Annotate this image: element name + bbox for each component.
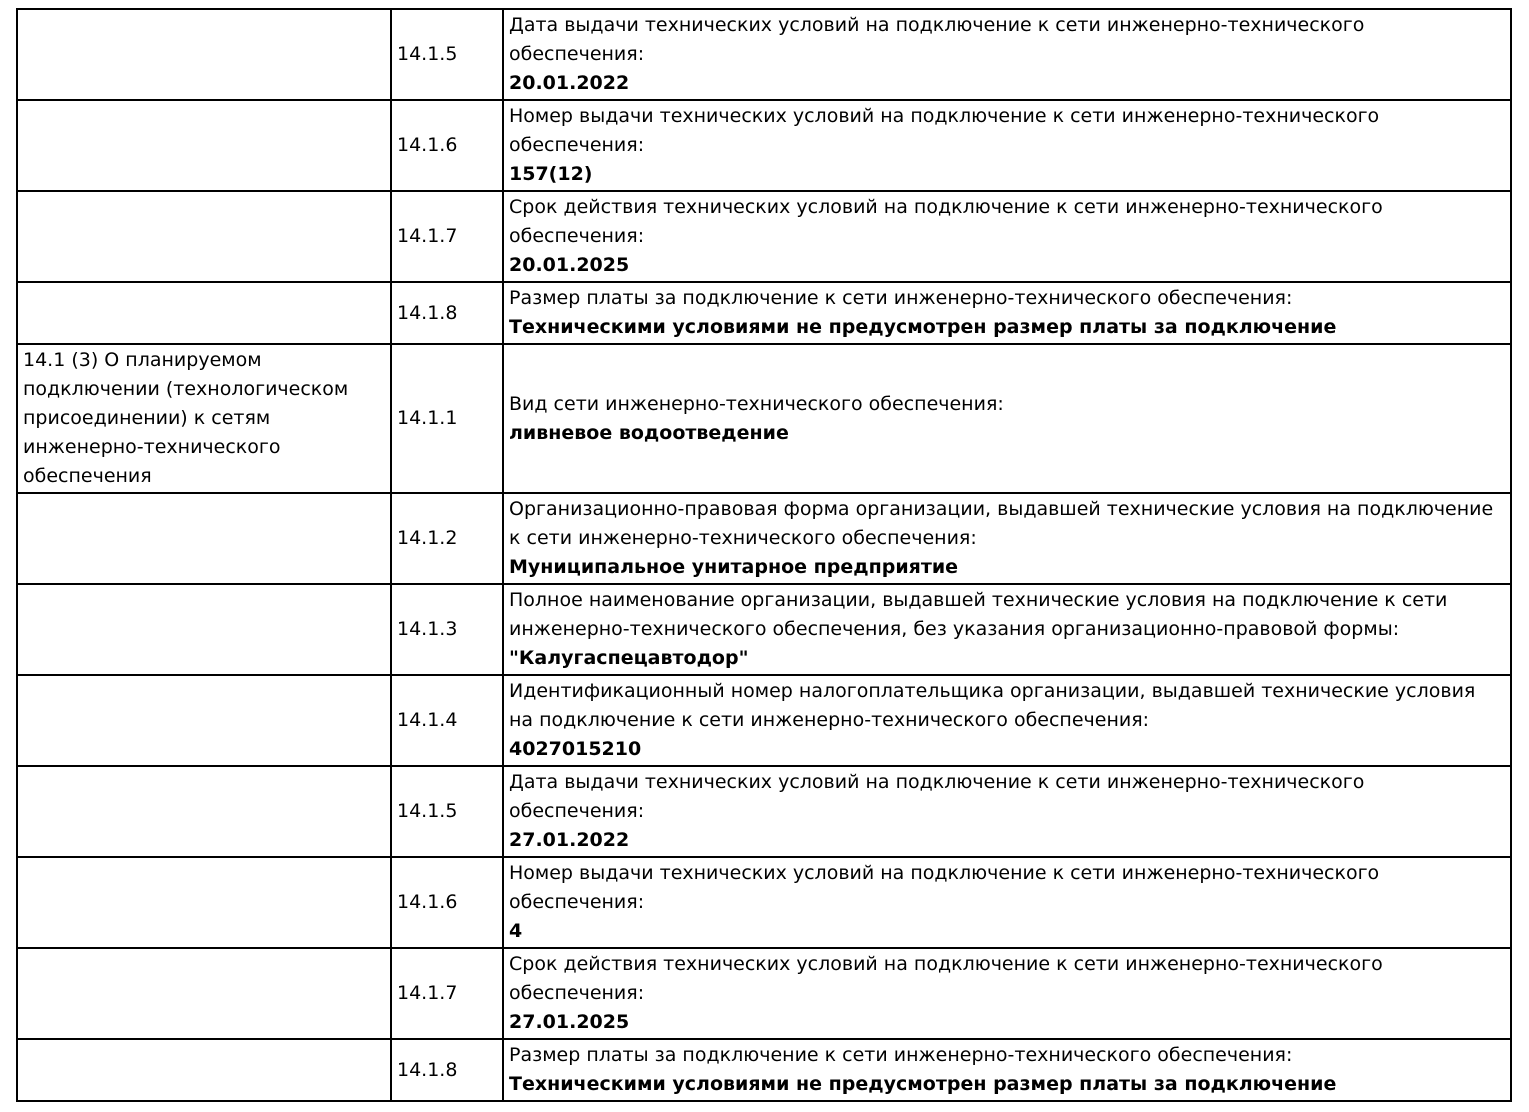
item-number-cell (391, 493, 503, 584)
item-number: 14.1.1 (397, 407, 458, 429)
item-content-cell (503, 766, 1511, 857)
item-value: "Калугаспецавтодор" (509, 647, 749, 669)
table-row (17, 766, 1511, 857)
table-row (17, 282, 1511, 344)
item-label: Дата выдачи технических условий на подключение к сети инженерно-технического обеспечения: (509, 14, 1365, 65)
table-row (17, 344, 1511, 493)
section-cell (17, 191, 391, 282)
item-label: Идентификационный номер налогоплательщика организации, выдавшей технические условия на подключение к сети инженерно-технического обеспечения: (509, 680, 1476, 731)
item-number-cell (391, 584, 503, 675)
item-label: Номер выдачи технических условий на подключение к сети инженерно-технического обеспечения: (509, 862, 1380, 913)
item-number: 14.1.6 (397, 891, 458, 913)
table-row (17, 493, 1511, 584)
item-number: 14.1.7 (397, 225, 458, 247)
section-cell (17, 9, 391, 100)
item-value: 4027015210 (509, 738, 642, 760)
item-value: 20.01.2022 (509, 72, 630, 94)
item-number-cell (391, 9, 503, 100)
item-number: 14.1.3 (397, 618, 458, 640)
item-value: Техническими условиями не предусмотрен размер платы за подключение (509, 316, 1337, 338)
table-row (17, 1039, 1511, 1101)
item-content-cell (503, 282, 1511, 344)
table-row (17, 100, 1511, 191)
item-number-cell (391, 1039, 503, 1101)
item-content-cell (503, 948, 1511, 1039)
section-cell (17, 1039, 391, 1101)
item-label: Срок действия технических условий на подключение к сети инженерно-технического обеспечения: (509, 196, 1383, 247)
item-number-cell (391, 100, 503, 191)
item-content-cell (503, 584, 1511, 675)
item-label: Срок действия технических условий на подключение к сети инженерно-технического обеспечения: (509, 953, 1383, 1004)
item-label: Полное наименование организации, выдавшей технические условия на подключение к сети инженерно-технического обеспечения, без указания организационно-правовой формы: (509, 589, 1448, 640)
table-row (17, 675, 1511, 766)
item-number-cell (391, 191, 503, 282)
item-label: Номер выдачи технических условий на подключение к сети инженерно-технического обеспечения: (509, 105, 1380, 156)
declaration-table (16, 8, 1512, 1102)
item-content-cell (503, 857, 1511, 948)
item-label: Вид сети инженерно-технического обеспечения: (509, 392, 1004, 415)
section-cell (17, 100, 391, 191)
table-row (17, 9, 1511, 100)
item-content-cell (503, 100, 1511, 191)
item-value: Техническими условиями не предусмотрен размер платы за подключение (509, 1073, 1337, 1095)
item-number-cell (391, 675, 503, 766)
item-number-cell (391, 282, 503, 344)
item-content-cell (503, 493, 1511, 584)
table-row (17, 857, 1511, 948)
item-number: 14.1.5 (397, 800, 458, 822)
item-number-cell (391, 344, 503, 493)
item-number-cell (391, 857, 503, 948)
section-cell (17, 857, 391, 948)
item-label: Организационно-правовая форма организации, выдавшей технические условия на подключение к сети инженерно-технического обеспечения: (509, 498, 1494, 549)
item-number: 14.1.8 (397, 301, 458, 324)
item-number-cell (391, 948, 503, 1039)
item-content-cell (503, 9, 1511, 100)
item-value: 157(12) (509, 163, 593, 185)
section-cell (17, 282, 391, 344)
item-content-cell (503, 675, 1511, 766)
item-value: 20.01.2025 (509, 254, 630, 276)
item-number: 14.1.2 (397, 527, 458, 549)
item-number-cell (391, 766, 503, 857)
item-number: 14.1.7 (397, 982, 458, 1004)
section-label: 14.1 (3) О планируемом подключении (технологическом присоединении) к сетям инженерно-технического обеспечения (23, 349, 349, 487)
item-content-cell (503, 344, 1511, 493)
item-number: 14.1.6 (397, 134, 458, 156)
table-row (17, 948, 1511, 1039)
item-value: ливневое водоотведение (509, 421, 789, 444)
item-number: 14.1.5 (397, 43, 458, 65)
section-cell (17, 584, 391, 675)
item-content-cell (503, 1039, 1511, 1101)
section-cell (17, 766, 391, 857)
item-value: 4 (509, 920, 523, 942)
table-row (17, 191, 1511, 282)
table-row (17, 584, 1511, 675)
section-cell (17, 344, 391, 493)
item-number: 14.1.8 (397, 1058, 458, 1081)
item-value: 27.01.2022 (509, 829, 630, 851)
item-content-cell (503, 191, 1511, 282)
item-label: Размер платы за подключение к сети инженерно-технического обеспечения: (509, 1044, 1293, 1066)
item-label: Дата выдачи технических условий на подключение к сети инженерно-технического обеспечения: (509, 771, 1365, 822)
item-value: 27.01.2025 (509, 1011, 630, 1033)
section-cell (17, 493, 391, 584)
section-cell (17, 675, 391, 766)
section-cell (17, 948, 391, 1039)
item-label: Размер платы за подключение к сети инженерно-технического обеспечения: (509, 287, 1293, 309)
item-value: Муниципальное унитарное предприятие (509, 556, 959, 578)
item-number: 14.1.4 (397, 709, 458, 731)
